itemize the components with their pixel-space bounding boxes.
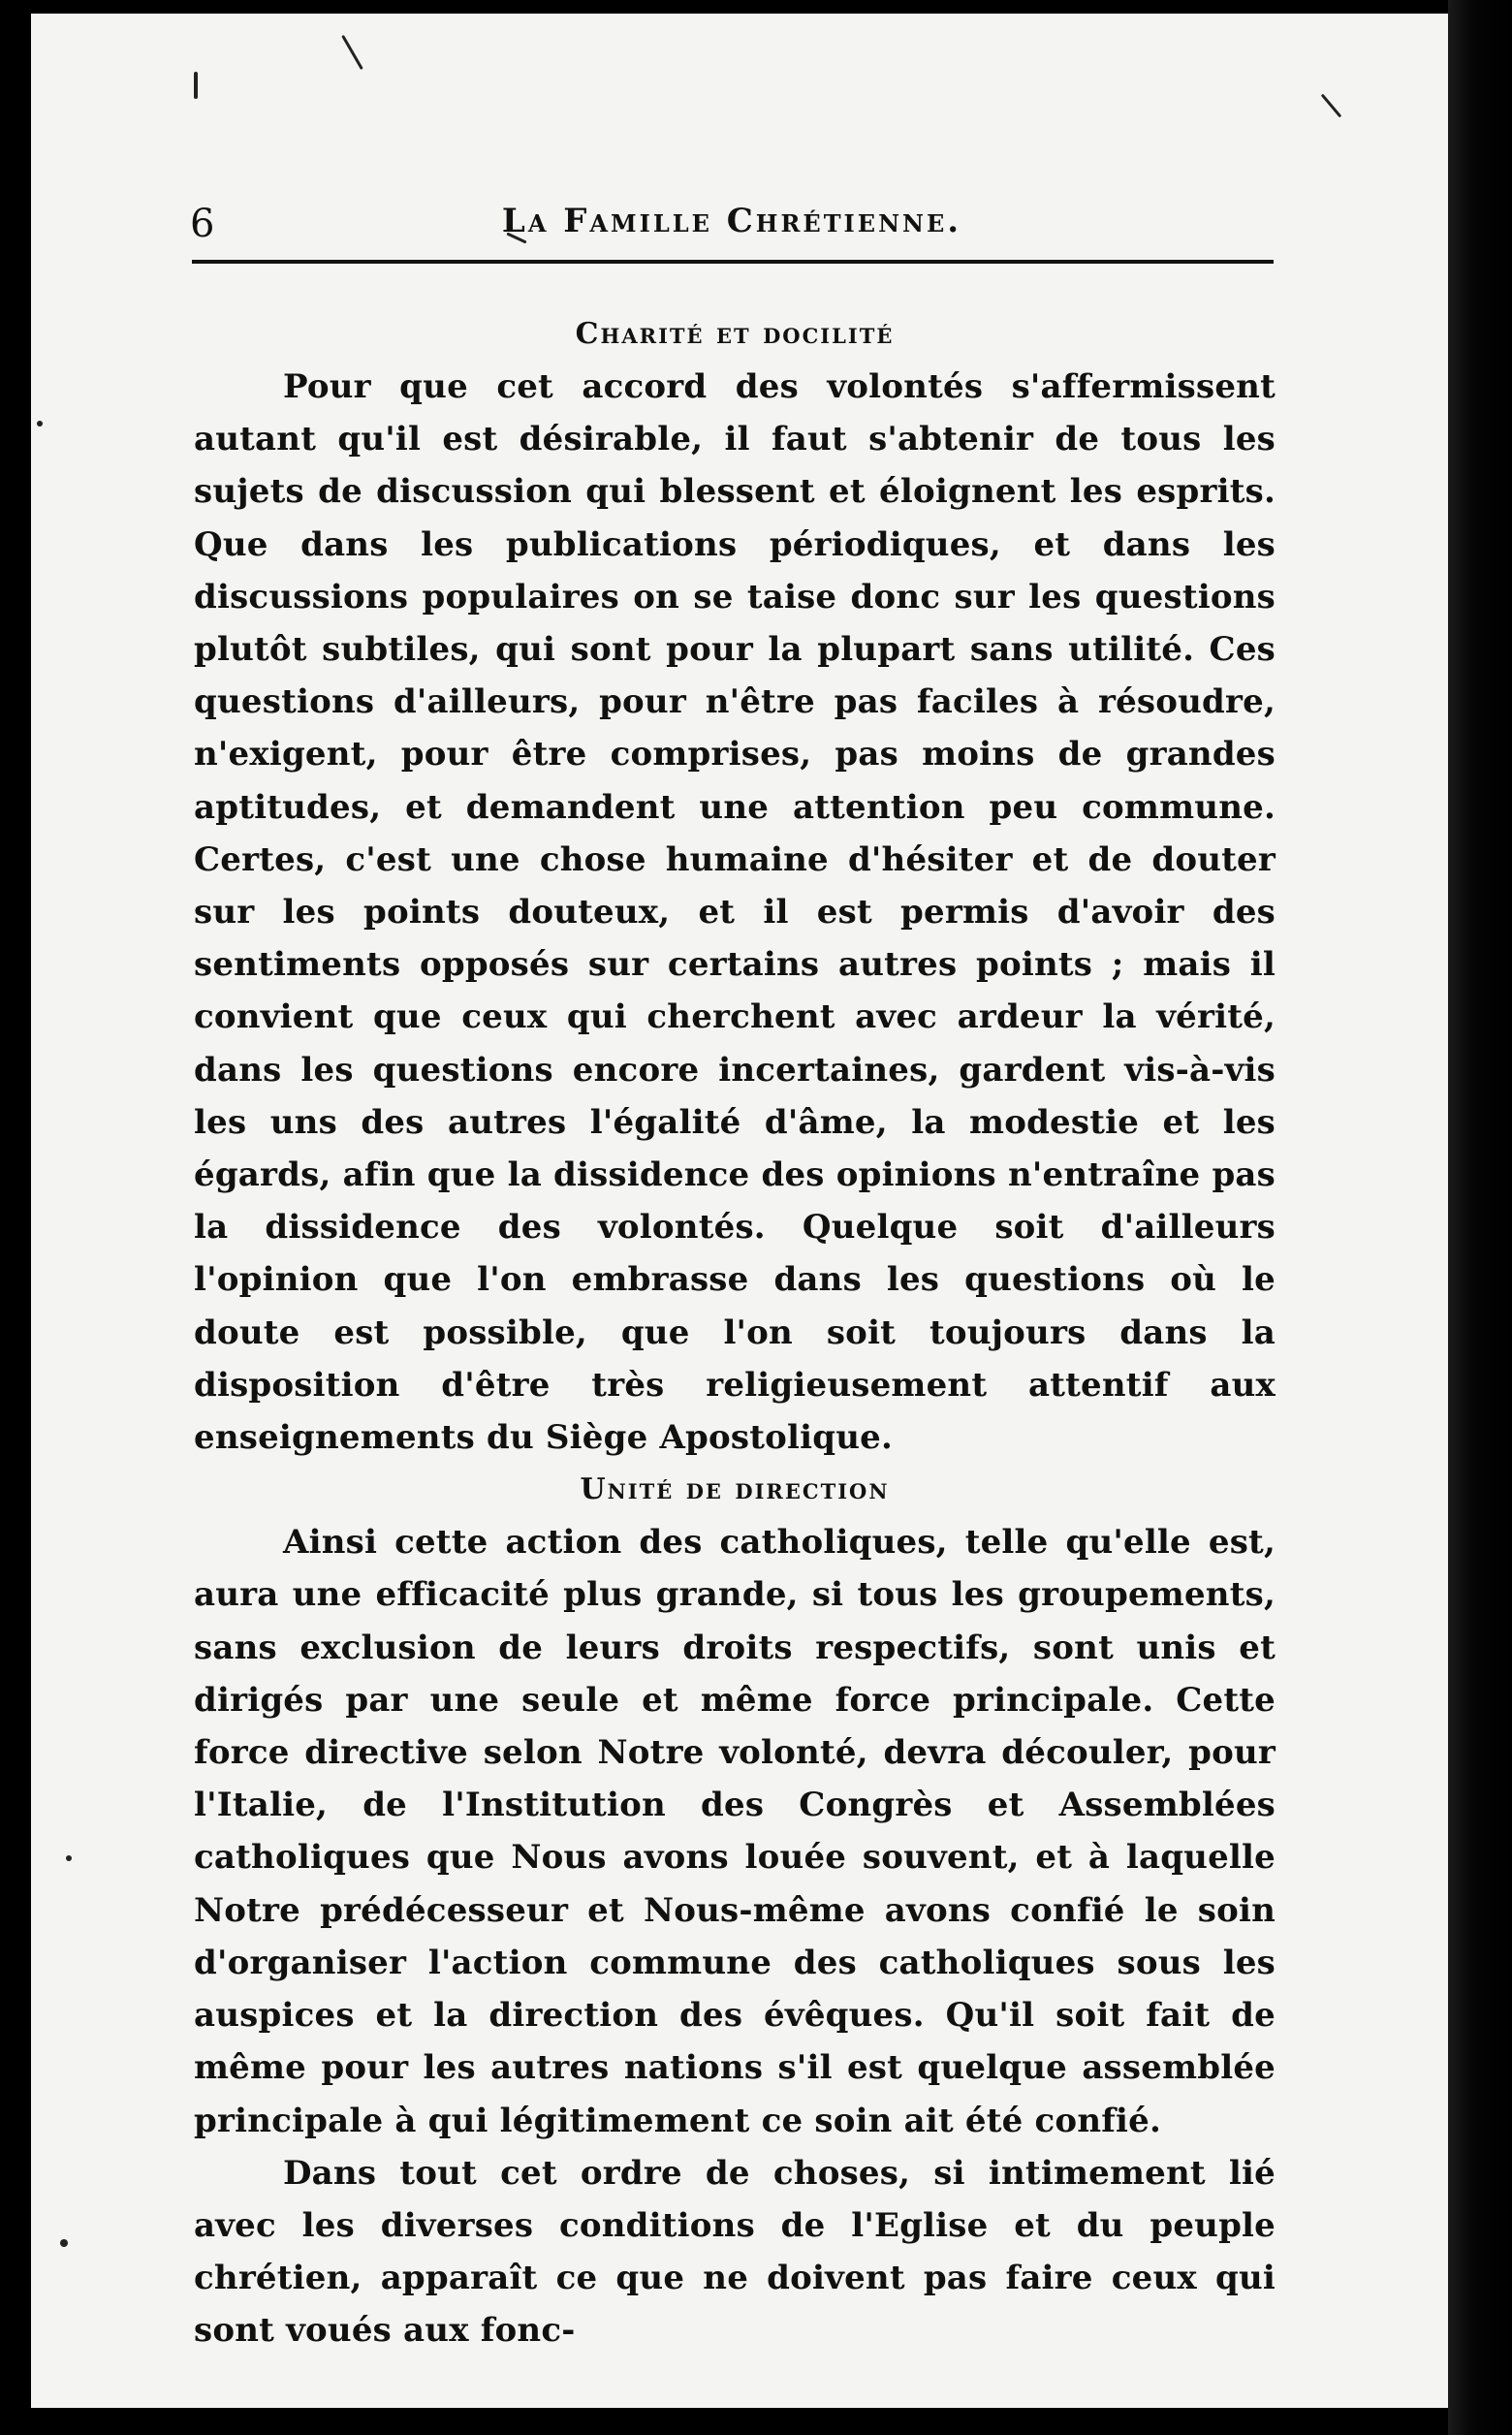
section-heading-unite: Unité de direction bbox=[580, 1472, 890, 1507]
scan-speck bbox=[194, 72, 198, 99]
header-rule bbox=[192, 260, 1274, 264]
scan-speck bbox=[341, 35, 363, 70]
scan-speck bbox=[60, 2239, 68, 2247]
section-heading-charite: Charité et docilité bbox=[575, 317, 895, 351]
paragraph: Pour que cet accord des volontés s'affermissent autant qu'il est désirable, il faut s'abtenir de tous les sujets de discussion qui blessent et éloignent les esprits. Que dans les publications périodiques, et dans les discussions populaires on se taise donc sur les questions plutôt subtiles, qui sont pour la plupart sans utilité. Ces questions d'ailleurs, pour n'être pas faciles à résoudre, n'exigent, pour être comprises, pas moins de grandes aptitudes, et demandent une attention peu commune. Certes, c'est une chose humaine d'hésiter et de douter sur les points douteux, et il est permis d'avoir des sentiments opposés sur certains autres points ; mais il convient que ceux qui cherchent avec ardeur la vérité, dans les questions encore incertaines, gardent vis-à-vis les uns des autres l'égalité d'âme, la modestie et les égards, afin que la dissidence des opinions n'entraîne pas la dissidence des volontés. Quelque soit d'ailleurs l'opinion que l'on embrasse dans les questions où le doute est possible, que l'on soit toujours dans la disposition d'être très religieusement attentif aux enseignements du Siège Apostolique. bbox=[194, 367, 1276, 1458]
scan-speck bbox=[66, 1855, 72, 1861]
scan-speck bbox=[37, 421, 43, 427]
book-gutter-edge bbox=[1448, 0, 1512, 2435]
paragraph: Dans tout cet ordre de choses, si intimement lié avec les diverses conditions de l'Eglise et du peuple chrétien, apparaît ce que ne doivent pas faire ceux qui sont voués aux fonc- bbox=[194, 2153, 1276, 2351]
running-title: La Famille Chrétienne. bbox=[501, 202, 962, 240]
paragraph: Ainsi cette action des catholiques, telle qu'elle est, aura une efficacité plus grande, si tous les groupements, sans exclusion de leurs droits respectifs, sont unis et dirigés par une seule et même force principale. Cette force directive selon Notre volonté, devra découler, pour l'Italie, de l'Institution des Congrès et Assemblées catholiques que Nous avons louée souvent, et à laquelle Notre prédécesseur et Nous-même avons confié le soin d'organiser l'action commune des catholiques sous les auspices et la direction des évêques. Qu'il soit fait de même pour les autres nations s'il est quelque assemblée principale à qui légitimement ce soin ait été confié. bbox=[194, 1523, 1276, 2140]
scan-speck bbox=[1321, 94, 1342, 118]
running-head bbox=[190, 194, 1274, 252]
body-text bbox=[194, 308, 1276, 2357]
page-number: 6 bbox=[190, 202, 215, 246]
